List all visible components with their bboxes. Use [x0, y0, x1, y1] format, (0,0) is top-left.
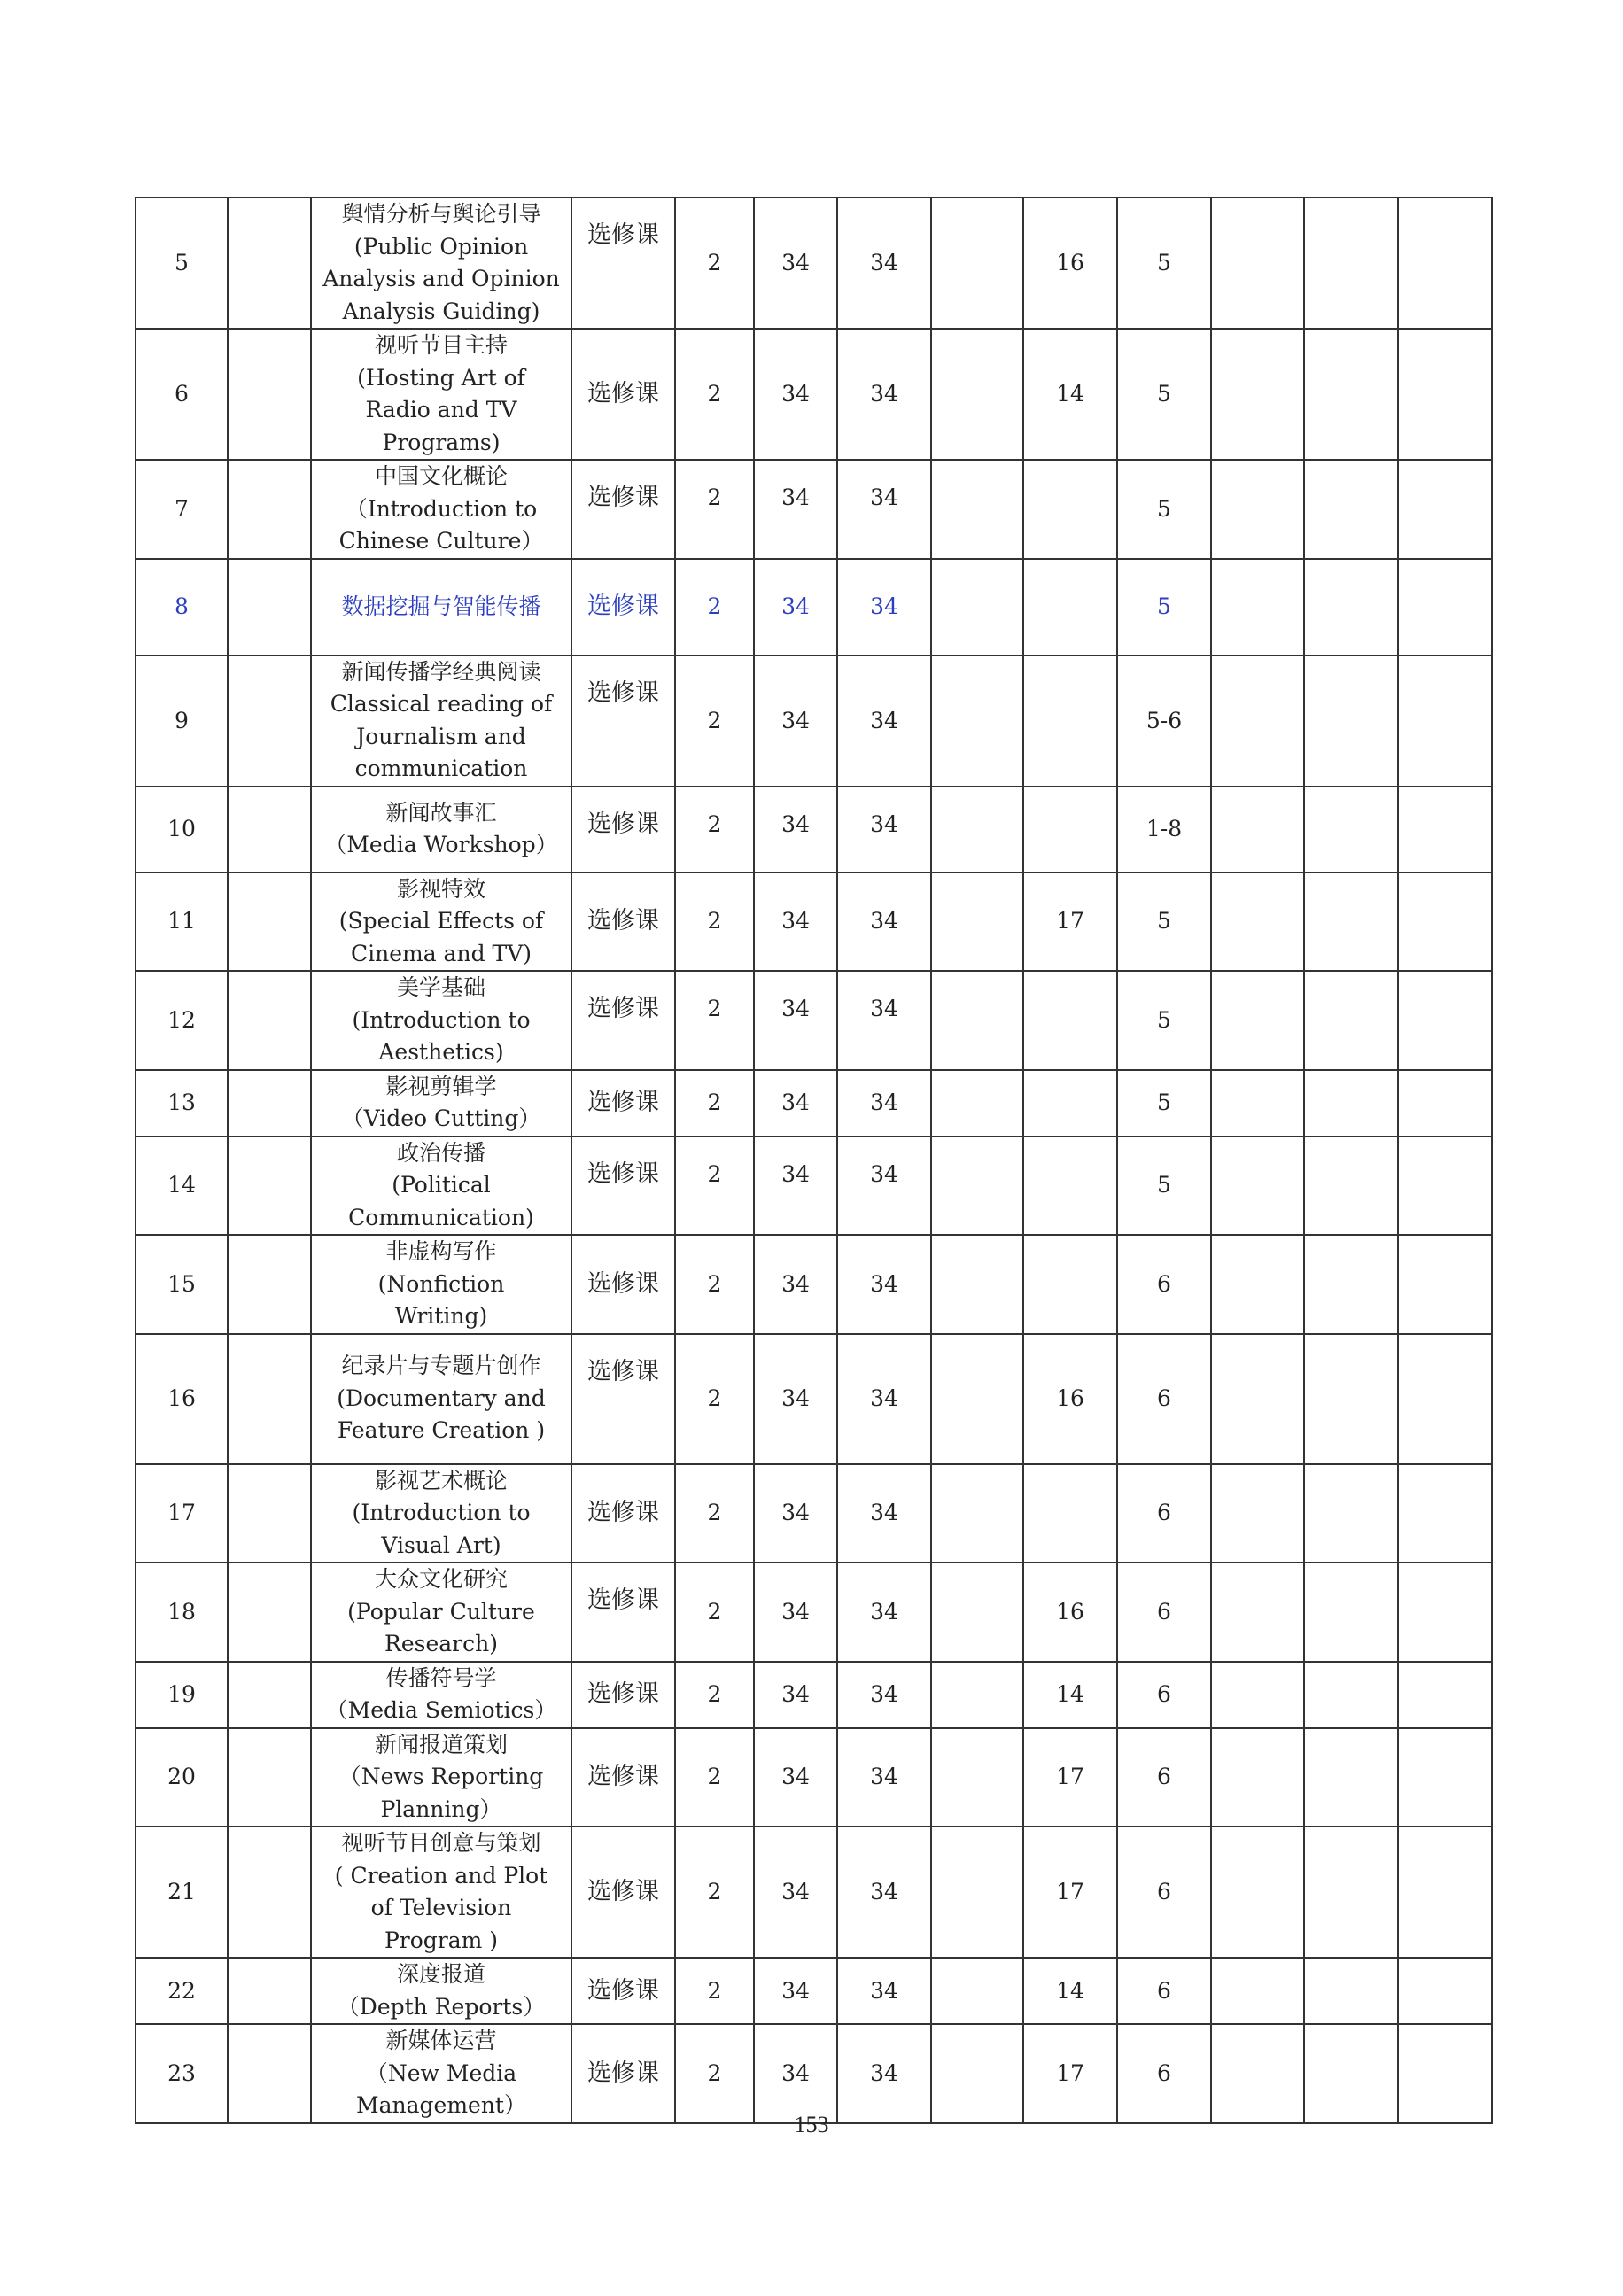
- weeks-cell: 14: [1023, 1662, 1117, 1728]
- course-type-cell: 选修课: [571, 1958, 675, 2024]
- credit-cell: 2: [675, 787, 754, 873]
- row-number-cell: 7: [136, 460, 228, 559]
- empty-cell: [1211, 329, 1304, 460]
- theory-hours-cell: 34: [837, 198, 931, 329]
- practice-hours-cell: [931, 1070, 1023, 1136]
- empty-cell: [1304, 2024, 1398, 2123]
- course-type-cell: 选修课: [571, 971, 675, 1070]
- semester-cell: 6: [1117, 1464, 1211, 1563]
- empty-cell: [1398, 873, 1492, 972]
- weeks-cell: 14: [1023, 1958, 1117, 2024]
- empty-cell: [228, 460, 311, 559]
- practice-hours-cell: [931, 1136, 1023, 1236]
- theory-hours-cell: 34: [837, 460, 931, 559]
- table-row: [136, 1827, 1492, 1958]
- empty-cell: [1304, 1827, 1398, 1958]
- empty-cell: [1211, 655, 1304, 787]
- practice-hours-cell: [931, 1958, 1023, 2024]
- empty-cell: [1398, 1070, 1492, 1136]
- semester-cell: 6: [1117, 1235, 1211, 1334]
- course-name-cell: 数据挖掘与智能传播: [311, 559, 571, 655]
- total-hours-cell: 34: [754, 329, 837, 460]
- empty-cell: [1304, 1662, 1398, 1728]
- total-hours-cell: 34: [754, 787, 837, 873]
- row-number-cell: 16: [136, 1334, 228, 1464]
- empty-cell: [1398, 329, 1492, 460]
- empty-cell: [1398, 1662, 1492, 1728]
- practice-hours-cell: [931, 787, 1023, 873]
- empty-cell: [1211, 1958, 1304, 2024]
- practice-hours-cell: [931, 329, 1023, 460]
- row-number-cell: 18: [136, 1563, 228, 1662]
- empty-cell: [1398, 655, 1492, 787]
- credit-cell: 2: [675, 1136, 754, 1236]
- practice-hours-cell: [931, 1827, 1023, 1958]
- total-hours-cell: 34: [754, 1958, 837, 2024]
- table-body: [136, 198, 1492, 2123]
- empty-cell: [1398, 460, 1492, 559]
- total-hours-cell: 34: [754, 655, 837, 787]
- weeks-cell: [1023, 460, 1117, 559]
- empty-cell: [1304, 1070, 1398, 1136]
- table-row: [136, 1070, 1492, 1136]
- empty-cell: [1211, 1464, 1304, 1563]
- empty-cell: [1211, 1334, 1304, 1464]
- row-number-cell: 8: [136, 559, 228, 655]
- course-name-cell: 舆情分析与舆论引导 (Public Opinion Analysis and Opinion Analysis Guiding): [311, 198, 571, 329]
- table-row: [136, 787, 1492, 873]
- course-name-cell: 影视艺术概论 (Introduction to Visual Art): [311, 1464, 571, 1563]
- empty-cell: [1211, 1070, 1304, 1136]
- theory-hours-cell: 34: [837, 1334, 931, 1464]
- empty-cell: [228, 655, 311, 787]
- credit-cell: 2: [675, 1563, 754, 1662]
- table-row: [136, 1136, 1492, 1236]
- practice-hours-cell: [931, 873, 1023, 972]
- table-row: [136, 1235, 1492, 1334]
- practice-hours-cell: [931, 1563, 1023, 1662]
- theory-hours-cell: 34: [837, 1070, 931, 1136]
- course-name-cell: 非虚构写作 (Nonfiction Writing): [311, 1235, 571, 1334]
- theory-hours-cell: 34: [837, 559, 931, 655]
- empty-cell: [1211, 1136, 1304, 1236]
- practice-hours-cell: [931, 1728, 1023, 1827]
- theory-hours-cell: 34: [837, 1662, 931, 1728]
- empty-cell: [228, 971, 311, 1070]
- empty-cell: [1304, 1958, 1398, 2024]
- course-type-cell: 选修课: [571, 1464, 675, 1563]
- course-name-cell: 影视剪辑学 （Video Cutting）: [311, 1070, 571, 1136]
- credit-cell: 2: [675, 2024, 754, 2123]
- empty-cell: [1304, 329, 1398, 460]
- course-type-cell: 选修课: [571, 460, 675, 559]
- empty-cell: [1304, 1136, 1398, 1236]
- total-hours-cell: 34: [754, 971, 837, 1070]
- total-hours-cell: 34: [754, 1334, 837, 1464]
- weeks-cell: 17: [1023, 1728, 1117, 1827]
- row-number-cell: 20: [136, 1728, 228, 1827]
- empty-cell: [1398, 559, 1492, 655]
- row-number-cell: 10: [136, 787, 228, 873]
- weeks-cell: 16: [1023, 1334, 1117, 1464]
- course-type-cell: 选修课: [571, 1070, 675, 1136]
- empty-cell: [1398, 1334, 1492, 1464]
- row-number-cell: 15: [136, 1235, 228, 1334]
- credit-cell: 2: [675, 655, 754, 787]
- empty-cell: [1211, 460, 1304, 559]
- semester-cell: 6: [1117, 1958, 1211, 2024]
- credit-cell: 2: [675, 971, 754, 1070]
- semester-cell: 5: [1117, 198, 1211, 329]
- empty-cell: [228, 1728, 311, 1827]
- theory-hours-cell: 34: [837, 971, 931, 1070]
- course-type-cell: 选修课: [571, 559, 675, 655]
- theory-hours-cell: 34: [837, 1136, 931, 1236]
- empty-cell: [1304, 1563, 1398, 1662]
- course-type-cell: 选修课: [571, 1728, 675, 1827]
- empty-cell: [1211, 1728, 1304, 1827]
- credit-cell: 2: [675, 1235, 754, 1334]
- course-name-cell: 视听节目主持 (Hosting Art of Radio and TV Programs): [311, 329, 571, 460]
- weeks-cell: 16: [1023, 198, 1117, 329]
- empty-cell: [1304, 1728, 1398, 1827]
- semester-cell: 6: [1117, 1334, 1211, 1464]
- course-name-cell: 影视特效 (Special Effects of Cinema and TV): [311, 873, 571, 972]
- table-row: [136, 873, 1492, 972]
- weeks-cell: [1023, 971, 1117, 1070]
- semester-cell: 6: [1117, 1728, 1211, 1827]
- empty-cell: [1398, 971, 1492, 1070]
- empty-cell: [1304, 1235, 1398, 1334]
- weeks-cell: [1023, 1235, 1117, 1334]
- empty-cell: [1304, 198, 1398, 329]
- empty-cell: [1398, 1728, 1492, 1827]
- row-number-cell: 9: [136, 655, 228, 787]
- empty-cell: [228, 1070, 311, 1136]
- empty-cell: [1398, 1136, 1492, 1236]
- semester-cell: 6: [1117, 2024, 1211, 2123]
- course-table: [135, 197, 1493, 2124]
- semester-cell: 6: [1117, 1563, 1211, 1662]
- total-hours-cell: 34: [754, 2024, 837, 2123]
- empty-cell: [1304, 559, 1398, 655]
- practice-hours-cell: [931, 1334, 1023, 1464]
- row-number-cell: 23: [136, 2024, 228, 2123]
- credit-cell: 2: [675, 1070, 754, 1136]
- course-type-cell: 选修课: [571, 1334, 675, 1464]
- semester-cell: 1-8: [1117, 787, 1211, 873]
- empty-cell: [228, 1334, 311, 1464]
- total-hours-cell: 34: [754, 1235, 837, 1334]
- empty-cell: [1398, 2024, 1492, 2123]
- course-type-cell: 选修课: [571, 655, 675, 787]
- credit-cell: 2: [675, 1827, 754, 1958]
- table-row: [136, 1958, 1492, 2024]
- course-name-cell: 深度报道 （Depth Reports）: [311, 1958, 571, 2024]
- theory-hours-cell: 34: [837, 1958, 931, 2024]
- course-name-cell: 中国文化概论 （Introduction to Chinese Culture）: [311, 460, 571, 559]
- row-number-cell: 22: [136, 1958, 228, 2024]
- empty-cell: [1211, 787, 1304, 873]
- weeks-cell: [1023, 1464, 1117, 1563]
- semester-cell: 5: [1117, 460, 1211, 559]
- credit-cell: 2: [675, 329, 754, 460]
- theory-hours-cell: 34: [837, 329, 931, 460]
- course-name-cell: 新媒体运营 （New Media Management）: [311, 2024, 571, 2123]
- empty-cell: [1211, 1235, 1304, 1334]
- table-row: [136, 655, 1492, 787]
- theory-hours-cell: 34: [837, 2024, 931, 2123]
- empty-cell: [228, 559, 311, 655]
- empty-cell: [1211, 559, 1304, 655]
- credit-cell: 2: [675, 1464, 754, 1563]
- table-row: [136, 1563, 1492, 1662]
- course-type-cell: 选修课: [571, 1235, 675, 1334]
- weeks-cell: [1023, 559, 1117, 655]
- semester-cell: 6: [1117, 1662, 1211, 1728]
- semester-cell: 6: [1117, 1827, 1211, 1958]
- course-name-cell: 新闻传播学经典阅读 Classical reading of Journalism and communication: [311, 655, 571, 787]
- course-type-cell: 选修课: [571, 329, 675, 460]
- practice-hours-cell: [931, 971, 1023, 1070]
- theory-hours-cell: 34: [837, 787, 931, 873]
- table-row: [136, 971, 1492, 1070]
- theory-hours-cell: 34: [837, 1827, 931, 1958]
- total-hours-cell: 34: [754, 873, 837, 972]
- weeks-cell: 14: [1023, 329, 1117, 460]
- row-number-cell: 21: [136, 1827, 228, 1958]
- empty-cell: [1211, 2024, 1304, 2123]
- empty-cell: [1304, 1334, 1398, 1464]
- empty-cell: [1304, 655, 1398, 787]
- table-row: [136, 1728, 1492, 1827]
- practice-hours-cell: [931, 460, 1023, 559]
- total-hours-cell: 34: [754, 1070, 837, 1136]
- theory-hours-cell: 34: [837, 1464, 931, 1563]
- weeks-cell: 17: [1023, 873, 1117, 972]
- empty-cell: [228, 873, 311, 972]
- course-type-cell: 选修课: [571, 1827, 675, 1958]
- weeks-cell: 17: [1023, 1827, 1117, 1958]
- empty-cell: [228, 1662, 311, 1728]
- page-number: 153: [794, 2112, 829, 2137]
- semester-cell: 5: [1117, 873, 1211, 972]
- practice-hours-cell: [931, 198, 1023, 329]
- course-name-cell: 政治传播 (Political Communication): [311, 1136, 571, 1236]
- total-hours-cell: 34: [754, 1464, 837, 1563]
- weeks-cell: [1023, 787, 1117, 873]
- empty-cell: [1304, 873, 1398, 972]
- empty-cell: [1211, 1827, 1304, 1958]
- table-row: [136, 1662, 1492, 1728]
- course-name-cell: 视听节目创意与策划 ( Creation and Plot of Television Program ): [311, 1827, 571, 1958]
- table-row: [136, 1334, 1492, 1464]
- row-number-cell: 17: [136, 1464, 228, 1563]
- empty-cell: [1398, 1827, 1492, 1958]
- empty-cell: [228, 329, 311, 460]
- empty-cell: [228, 1464, 311, 1563]
- total-hours-cell: 34: [754, 1827, 837, 1958]
- empty-cell: [1211, 1563, 1304, 1662]
- course-name-cell: 新闻故事汇 （Media Workshop）: [311, 787, 571, 873]
- credit-cell: 2: [675, 460, 754, 559]
- semester-cell: 5: [1117, 1136, 1211, 1236]
- empty-cell: [1398, 198, 1492, 329]
- practice-hours-cell: [931, 1662, 1023, 1728]
- empty-cell: [1304, 787, 1398, 873]
- semester-cell: 5: [1117, 559, 1211, 655]
- empty-cell: [228, 1563, 311, 1662]
- course-type-cell: 选修课: [571, 1136, 675, 1236]
- total-hours-cell: 34: [754, 1563, 837, 1662]
- empty-cell: [228, 1235, 311, 1334]
- total-hours-cell: 34: [754, 1662, 837, 1728]
- course-name-cell: 纪录片与专题片创作 (Documentary and Feature Creation ): [311, 1334, 571, 1464]
- course-name-cell: 美学基础 (Introduction to Aesthetics): [311, 971, 571, 1070]
- empty-cell: [1211, 198, 1304, 329]
- theory-hours-cell: 34: [837, 1728, 931, 1827]
- practice-hours-cell: [931, 1464, 1023, 1563]
- empty-cell: [1211, 873, 1304, 972]
- empty-cell: [1398, 1235, 1492, 1334]
- semester-cell: 5: [1117, 971, 1211, 1070]
- empty-cell: [228, 787, 311, 873]
- empty-cell: [228, 198, 311, 329]
- row-number-cell: 19: [136, 1662, 228, 1728]
- credit-cell: 2: [675, 1728, 754, 1827]
- course-type-cell: 选修课: [571, 1563, 675, 1662]
- course-type-cell: 选修课: [571, 2024, 675, 2123]
- semester-cell: 5-6: [1117, 655, 1211, 787]
- empty-cell: [1398, 1464, 1492, 1563]
- weeks-cell: [1023, 1070, 1117, 1136]
- empty-cell: [228, 1136, 311, 1236]
- theory-hours-cell: 34: [837, 873, 931, 972]
- total-hours-cell: 34: [754, 559, 837, 655]
- empty-cell: [228, 1958, 311, 2024]
- course-name-cell: 大众文化研究 (Popular Culture Research): [311, 1563, 571, 1662]
- empty-cell: [1398, 1958, 1492, 2024]
- course-type-cell: 选修课: [571, 787, 675, 873]
- empty-cell: [1398, 787, 1492, 873]
- credit-cell: 2: [675, 559, 754, 655]
- credit-cell: 2: [675, 1662, 754, 1728]
- empty-cell: [1211, 971, 1304, 1070]
- row-number-cell: 6: [136, 329, 228, 460]
- practice-hours-cell: [931, 655, 1023, 787]
- weeks-cell: [1023, 1136, 1117, 1236]
- total-hours-cell: 34: [754, 1728, 837, 1827]
- empty-cell: [228, 2024, 311, 2123]
- row-number-cell: 14: [136, 1136, 228, 1236]
- empty-cell: [1398, 1563, 1492, 1662]
- empty-cell: [1304, 1464, 1398, 1563]
- table-row: [136, 2024, 1492, 2123]
- course-type-cell: 选修课: [571, 1662, 675, 1728]
- table-row: [136, 198, 1492, 329]
- weeks-cell: 17: [1023, 2024, 1117, 2123]
- row-number-cell: 5: [136, 198, 228, 329]
- empty-cell: [1304, 971, 1398, 1070]
- credit-cell: 2: [675, 873, 754, 972]
- theory-hours-cell: 34: [837, 1235, 931, 1334]
- total-hours-cell: 34: [754, 198, 837, 329]
- table-row: [136, 329, 1492, 460]
- table-row: [136, 460, 1492, 559]
- row-number-cell: 11: [136, 873, 228, 972]
- theory-hours-cell: 34: [837, 1563, 931, 1662]
- weeks-cell: 16: [1023, 1563, 1117, 1662]
- total-hours-cell: 34: [754, 460, 837, 559]
- row-number-cell: 13: [136, 1070, 228, 1136]
- practice-hours-cell: [931, 559, 1023, 655]
- credit-cell: 2: [675, 1958, 754, 2024]
- empty-cell: [228, 1827, 311, 1958]
- credit-cell: 2: [675, 1334, 754, 1464]
- table-row: [136, 559, 1492, 655]
- semester-cell: 5: [1117, 329, 1211, 460]
- course-name-cell: 新闻报道策划 （News Reporting Planning）: [311, 1728, 571, 1827]
- practice-hours-cell: [931, 1235, 1023, 1334]
- empty-cell: [1211, 1662, 1304, 1728]
- total-hours-cell: 34: [754, 1136, 837, 1236]
- theory-hours-cell: 34: [837, 655, 931, 787]
- course-type-cell: 选修课: [571, 198, 675, 329]
- course-type-cell: 选修课: [571, 873, 675, 972]
- row-number-cell: 12: [136, 971, 228, 1070]
- weeks-cell: [1023, 655, 1117, 787]
- semester-cell: 5: [1117, 1070, 1211, 1136]
- empty-cell: [1304, 460, 1398, 559]
- course-name-cell: 传播符号学 （Media Semiotics）: [311, 1662, 571, 1728]
- table-row: [136, 1464, 1492, 1563]
- practice-hours-cell: [931, 2024, 1023, 2123]
- credit-cell: 2: [675, 198, 754, 329]
